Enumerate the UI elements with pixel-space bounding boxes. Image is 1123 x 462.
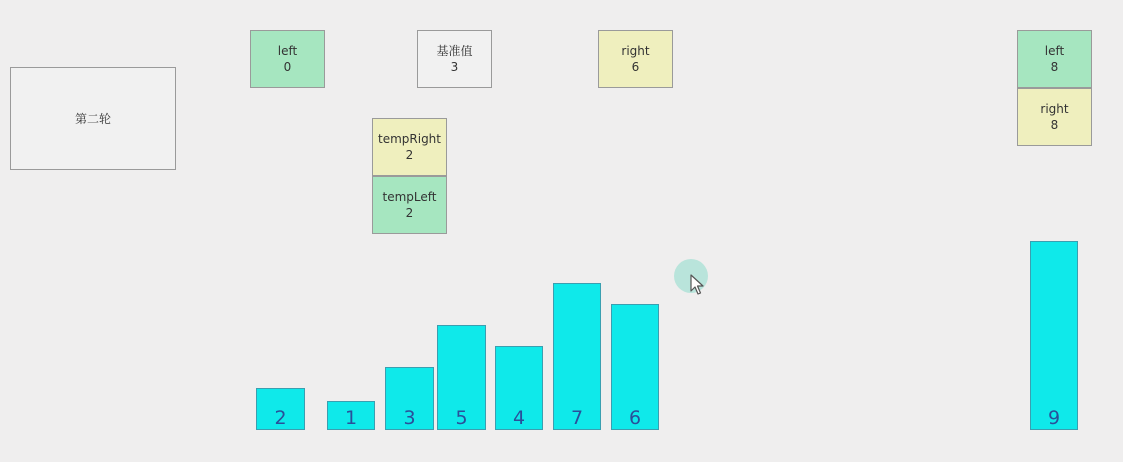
temp-right-name: tempRight [378, 132, 441, 146]
round-label: 第二轮 [74, 112, 111, 126]
bar-value-label: 4 [512, 407, 526, 429]
bar-value-label: 9 [1047, 407, 1061, 429]
mouse-pointer-icon [690, 274, 704, 296]
bar-value-label: 7 [570, 407, 584, 429]
temp-left-value: 2 [405, 206, 414, 220]
bar-value-label: 5 [455, 407, 468, 429]
bar-value-label: 6 [628, 407, 642, 429]
right-pointer-value: 6 [631, 60, 640, 74]
left2-name: left [1044, 44, 1065, 58]
bar-value-label: 2 [274, 407, 287, 429]
round-label-box [10, 67, 176, 170]
bar-value-label: 1 [344, 407, 358, 429]
left-pointer-box [250, 30, 325, 88]
array-bar [1030, 241, 1078, 430]
right2-value: 8 [1050, 118, 1059, 132]
array-bar [385, 367, 434, 430]
bar-value-label: 3 [403, 407, 416, 429]
right2-name: right [1040, 102, 1069, 116]
array-bar [553, 283, 601, 430]
pivot-value: 3 [450, 60, 459, 74]
temp-left-pointer-box [372, 176, 447, 234]
left-pointer-box-2 [1017, 30, 1092, 88]
left-pointer-value: 0 [283, 60, 292, 74]
left-pointer-name: left [277, 44, 298, 58]
array-bar [611, 304, 659, 430]
right-pointer-box [598, 30, 673, 88]
temp-left-name: tempLeft [382, 190, 437, 204]
pivot-name: 基准值 [436, 44, 473, 58]
array-bar [437, 325, 486, 430]
pivot-box [417, 30, 492, 88]
array-bar [327, 401, 375, 430]
array-bar [495, 346, 543, 430]
temp-right-value: 2 [405, 148, 414, 162]
temp-right-pointer-box [372, 118, 447, 176]
left2-value: 8 [1050, 60, 1059, 74]
right-pointer-box-2 [1017, 88, 1092, 146]
right-pointer-name: right [621, 44, 650, 58]
array-bar [256, 388, 305, 430]
